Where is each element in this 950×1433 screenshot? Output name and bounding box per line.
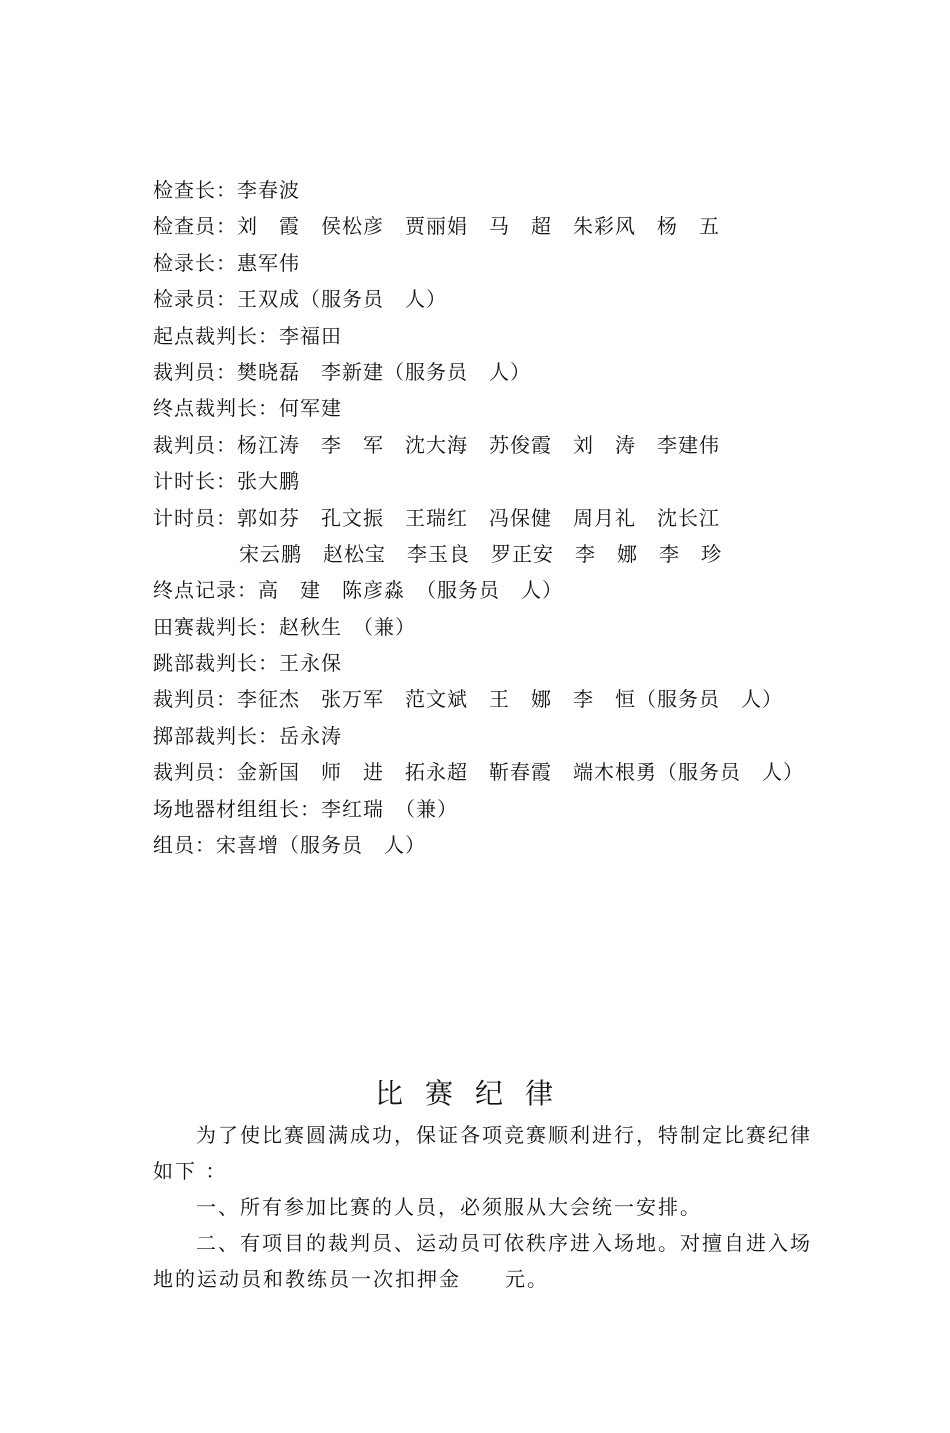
rules-paragraph: 二、有项目的裁判员、运动员可依秩序进入场地。对擅自进入场地的运动员和教练员一次扣押金 元。 [153,1231,812,1291]
roster-line: 组员：宋喜增（服务员 人） [153,833,426,858]
roster-line: 场地器材组组长：李红瑞 （兼） [153,796,458,821]
roster-line: 检录长：惠军伟 [153,250,300,275]
roster-line: 跳部裁判长：王永保 [153,651,342,676]
rules-paragraph: 为了使比赛圆满成功，保证各项竞赛顺利进行，特制定比赛纪律如下 ： [153,1123,812,1183]
roster-line: 裁判员：樊晓磊 李新建（服务员 人） [153,359,531,384]
rules-body [153,1117,821,1297]
roster-line: 终点裁判长：何军建 [153,396,342,421]
section-title: 比赛纪律 [374,1077,575,1110]
roster-line: 终点记录：高 建 陈彦淼 （服务员 人） [153,578,563,603]
rules-paragraph: 一、所有参加比赛的人员，必须服从大会统一安排。 [196,1195,702,1219]
roster-line: 检查长：李春波 [153,178,300,202]
roster-line: 检录员：王双成（服务员 人） [153,287,447,312]
roster-line: 起点裁判长：李福田 [153,323,342,348]
roster-line: 掷部裁判长：岳永涛 [153,723,342,748]
officials-roster [153,172,853,863]
roster-line: 裁判员：杨江涛 李 军 沈大海 苏俊霞 刘 涛 李建伟 [153,432,720,457]
roster-line: 田赛裁判长：赵秋生 （兼） [153,614,416,639]
roster-line: 计时长：张大鹏 [153,469,300,494]
roster-line: 裁判员：金新国 师 进 拓永超 靳春霞 端木根勇（服务员 人） [153,760,804,785]
roster-line: 检查员：刘 霞 侯松彦 贾丽娟 马 超 朱彩风 杨 五 [153,214,720,239]
roster-line: 裁判员：李征杰 张万军 范文斌 王 娜 李 恒（服务员 人） [153,687,783,712]
roster-line-continuation: 宋云鹏 赵松宝 李玉良 罗正安 李 娜 李 珍 [239,541,722,566]
roster-line: 计时员：郭如芬 孔文振 王瑞红 冯保健 周月礼 沈长江 [153,505,720,530]
